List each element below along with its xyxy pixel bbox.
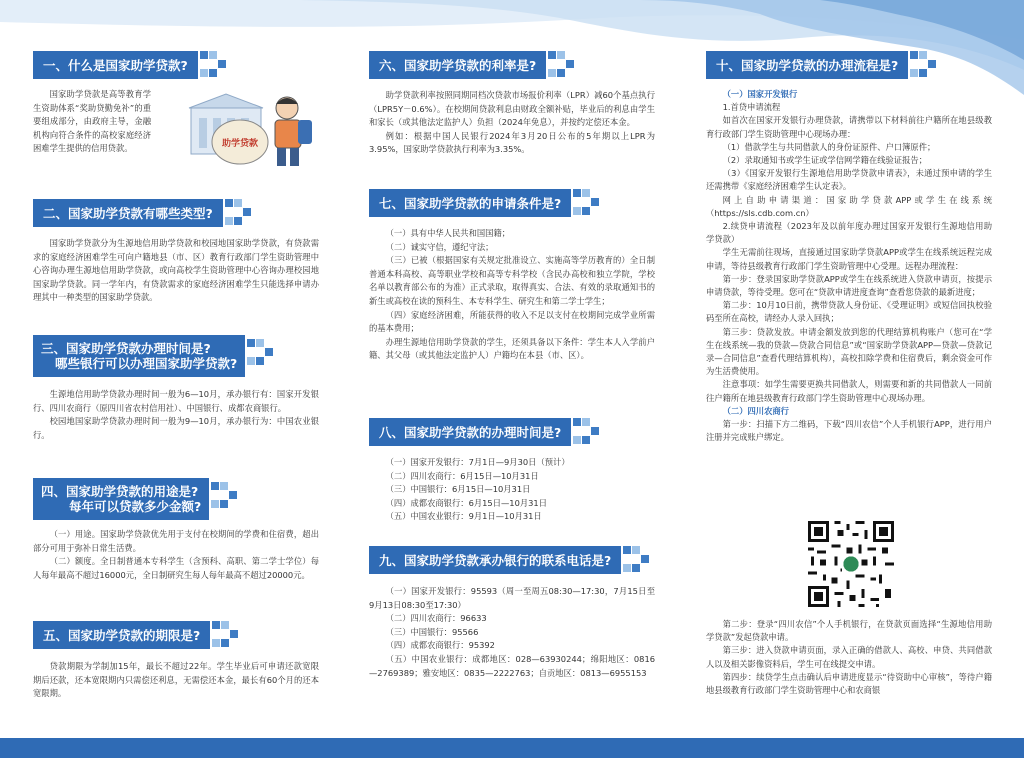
section-10-text: 第四步：续贷学生点击确认后申请进度显示“待资助中心审核”，等待户籍地县级教育行政部门学生资助管理中心和农商银 bbox=[706, 671, 992, 696]
subheading-cdb: （一）国家开发银行 bbox=[722, 89, 798, 99]
section-9-item: （一）国家开发银行：95593（周一至周五08:30—17:30，7月15日至9月13日08:30至17:30） bbox=[369, 586, 655, 610]
section-3-body bbox=[33, 388, 319, 442]
section-2-paragraph: 国家助学贷款分为生源地信用助学贷款和校园地国家助学贷款，有贷款需求的家庭经济困难学生可向户籍地县（市、区）教育行政部门学生资助管理中心咨询办理生源地信用助学贷款，或向高校学生资助管理中心咨询办理校园地国家助学贷款。同一学年内，有贷款需求的家庭经济困难学生只能选择申请办理其中一种类型的国家助学贷款。 bbox=[33, 238, 319, 303]
section-7-body bbox=[369, 227, 655, 363]
section-8-item: （一）国家开发银行：7月1日—9月30日（预计） bbox=[385, 457, 570, 467]
section-9-title: 九、国家助学贷款承办银行的联系电话是? bbox=[369, 546, 621, 574]
section-7-header bbox=[369, 189, 599, 217]
section-10-text: 第二步：登录“四川农信”个人手机银行，在贷款页面选择“生源地信用助学贷款”发起贷款申请。 bbox=[706, 619, 992, 643]
square-pattern-icon bbox=[623, 546, 649, 574]
section-10-text: 网上自助申请渠道：国家助学贷款APP或学生在线系统（https://sls.cdb.com.cn） bbox=[706, 194, 992, 218]
section-3-title bbox=[33, 335, 245, 377]
section-10-text: 第一步：登录国家助学贷款APP或学生在线系统进入贷款申请页，按提示申请贷款，等待受理。您可在“贷款申请进度查询”查看您贷款的最新进度； bbox=[706, 273, 992, 298]
square-pattern-icon bbox=[200, 51, 226, 79]
illustration-label: 助学贷款 bbox=[221, 139, 259, 149]
section-7-item: （二）诚实守信，遵纪守法； bbox=[385, 241, 494, 252]
subheading-sichuan-rcb: （二）四川农商行 bbox=[722, 405, 789, 416]
section-7-item: （一）具有中华人民共和国国籍； bbox=[385, 228, 511, 238]
section-3-title-line1: 三、国家助学贷款办理时间是? bbox=[41, 341, 211, 356]
square-pattern-icon bbox=[910, 51, 936, 79]
footer-bar bbox=[0, 738, 1024, 758]
section-6-header bbox=[369, 51, 574, 79]
section-6-paragraph-1: 助学贷款利率按照同期同档次贷款市场报价利率（LPR）减60个基点执行（LPR5Y－0.6%）。在校期间贷款利息由财政全额补贴，毕业后的利息由学生和家长（或其他法定监护人）负担（2024年免息），并按约定偿还本金。 bbox=[369, 90, 655, 128]
square-pattern-icon bbox=[573, 189, 599, 217]
section-10-text: 第二步：10月10日前，携带贷款人身份证、《受理证明》或短信回执校验码至所在高校，请经办人录入回执； bbox=[706, 300, 992, 324]
section-10-text: 如首次在国家开发银行办理贷款，请携带以下材料前往户籍所在地县级教育行政部门学生资助管理中心现场办理： bbox=[706, 115, 992, 139]
section-7-title: 七、国家助学贷款的申请条件是? bbox=[369, 189, 571, 217]
section-10-body bbox=[706, 88, 992, 444]
section-8-item: （三）中国银行：6月15日—10月31日 bbox=[385, 484, 531, 495]
section-10-text: 第三步：进入贷款申请页面，录入正确的借款人、高校、申贷、共同借款人以及相关影像资料后，学生可在线提交申请。 bbox=[706, 645, 992, 669]
square-pattern-icon bbox=[211, 478, 237, 520]
section-10-title: 十、国家助学贷款的办理流程是? bbox=[706, 51, 908, 79]
section-9-header bbox=[369, 546, 649, 574]
student-loan-illustration bbox=[185, 90, 323, 168]
section-2-header bbox=[33, 199, 251, 227]
section-4-title-line2: 每年可以贷款多少金额? bbox=[69, 499, 202, 514]
section-9-item: （五）中国农业银行：成都地区：028—63930244；绵阳地区：0816—2769389；雅安地区：0835—2222763；自贡地区：0813—6955153 bbox=[369, 653, 655, 678]
section-8-item: （五）中国农业银行：9月1日—10月31日 bbox=[385, 511, 542, 522]
section-7-extra: 办理生源地信用助学贷款的学生，还须具备以下条件：学生本人入学前户籍、其父母（或其他法定监护人）户籍均在本县（市、区）。 bbox=[369, 336, 655, 361]
section-7-item: （三）已被（根据国家有关规定批准设立、实施高等学历教育的）全日制普通本科高校、高等职业学校和高等专科学校（含民办高校和独立学院，学校名单以教育部公布的为准）正式录取，取得真实、合法、有效的录取通知书的新生或高校在读的预科生、本专科学生、研究生和第二学士学生； bbox=[369, 255, 655, 306]
section-10-text: （3）《国家开发银行生源地信用助学贷款申请表》，未通过预申请的学生还需携带《家庭经济困难学生认定表》。 bbox=[706, 168, 992, 192]
section-6-title: 六、国家助学贷款的利率是? bbox=[369, 51, 546, 79]
section-7-item: （四）家庭经济困难，所能获得的收入不足以支付在校期间完成学业所需的基本费用； bbox=[369, 309, 655, 334]
section-8-item: （二）四川农商行：6月15日—10月31日 bbox=[385, 470, 539, 481]
section-5-title: 五、国家助学贷款的期限是? bbox=[33, 621, 210, 649]
section-5-paragraph: 贷款期限为学制加15年，最长不超过22年。学生毕业后可申请还款宽限期后还款，还本宽限期内只需偿还利息，无需偿还本金，最长有60个月的还本宽限期。 bbox=[33, 661, 319, 699]
section-10-text: 第三步：贷款发放。申请金额发放到您的代理结算机构账户（您可在“学生在线系统—我的贷款—贷款合同信息”或“国家助学贷款APP—贷款—贷款记录—合同信息”查看代理结算机构），高校扣除学费和住宿费后，剩余资金可作为生活费使用。 bbox=[706, 326, 992, 377]
section-9-item: （二）四川农商行：96633 bbox=[385, 613, 487, 624]
section-8-item: （四）成都农商银行：6月15日—10月31日 bbox=[385, 497, 547, 508]
section-3-paragraph-1: 生源地信用助学贷款办理时间一般为6—10月，承办银行有：国家开发银行、四川农商行（原四川省农村信用社）、中国银行、成都农商银行。 bbox=[33, 389, 319, 413]
section-10-text: 2.续贷申请流程（2023年及以前年度办理过国家开发银行生源地信用助学贷款） bbox=[706, 221, 992, 245]
square-pattern-icon bbox=[225, 199, 251, 227]
section-10-text: （2）录取通知书或学生证或学信网学籍在线验证报告； bbox=[722, 155, 927, 166]
section-5-body bbox=[33, 660, 319, 701]
square-pattern-icon bbox=[247, 335, 273, 377]
section-3-paragraph-2: 校园地国家助学贷款办理时间一般为9—10月，承办银行为：中国农业银行。 bbox=[33, 416, 319, 440]
section-10-text: 注意事项：如学生需要更换共同借款人，则需要和新的共同借款人一同前往户籍所在地县级教育行政部门学生资助管理中心现场办理。 bbox=[706, 379, 992, 403]
section-6-body bbox=[369, 89, 655, 157]
section-10-text: 学生无需前往现场，直接通过国家助学贷款APP或学生在线系统远程完成申请，等待县级教育行政部门学生资助管理中心受理。远程办理流程： bbox=[706, 247, 992, 271]
square-pattern-icon bbox=[573, 418, 599, 446]
section-3-header bbox=[33, 335, 273, 377]
section-8-body bbox=[369, 456, 655, 524]
section-10-body-continued bbox=[706, 618, 992, 697]
square-pattern-icon bbox=[212, 621, 238, 649]
section-4-paragraph-1: （一）用途。国家助学贷款优先用于支付在校期间的学费和住宿费，超出部分可用于弥补日常生活费。 bbox=[33, 529, 319, 553]
section-9-body bbox=[369, 585, 655, 680]
section-1-title: 一、什么是国家助学贷款? bbox=[33, 51, 198, 79]
section-10-text: 第一步：扫描下方二维码，下载“四川农信”个人手机银行APP，进行用户注册并完成账户绑定。 bbox=[706, 419, 992, 443]
square-pattern-icon bbox=[548, 51, 574, 79]
section-5-header bbox=[33, 621, 238, 649]
section-9-item: （四）成都农商银行：95392 bbox=[385, 640, 495, 651]
section-10-text: 1.首贷申请流程 bbox=[722, 102, 781, 113]
section-9-item: （三）中国银行：95566 bbox=[385, 626, 479, 637]
section-6-paragraph-2: 例如：根据中国人民银行2024年3月20日公布的5年期以上LPR为3.95%，国家助学贷款执行利率为3.35%。 bbox=[369, 130, 655, 155]
section-4-title bbox=[33, 478, 209, 520]
section-10-text: （1）借款学生与共同借款人的身份证原件、户口簿原件； bbox=[722, 141, 936, 152]
section-4-title-line1: 四、国家助学贷款的用途是? bbox=[41, 484, 199, 499]
section-8-title: 八、国家助学贷款的办理时间是? bbox=[369, 418, 571, 446]
section-3-title-line2: 哪些银行可以办理国家助学贷款? bbox=[55, 356, 238, 371]
section-4-paragraph-2: （二）额度。全日制普通本专科学生（含预科、高职、第二学士学位）每人每年最高不超过16000元，全日制研究生每人每年最高不超过20000元。 bbox=[33, 556, 319, 580]
section-10-header bbox=[706, 51, 936, 79]
section-4-header bbox=[33, 478, 237, 520]
section-2-title: 二、国家助学贷款有哪些类型? bbox=[33, 199, 223, 227]
section-8-header bbox=[369, 418, 599, 446]
qr-code-icon[interactable] bbox=[808, 521, 894, 607]
section-1-header bbox=[33, 51, 226, 79]
section-1-paragraph: 国家助学贷款是高等教育学生资助体系“奖助贷勤免补”的重要组成部分，由政府主导，金融机构向符合条件的高校家庭经济困难学生提供的信用贷款。 bbox=[33, 89, 151, 154]
section-2-body bbox=[33, 237, 319, 305]
section-1-body bbox=[33, 88, 151, 156]
section-4-body bbox=[33, 528, 319, 582]
